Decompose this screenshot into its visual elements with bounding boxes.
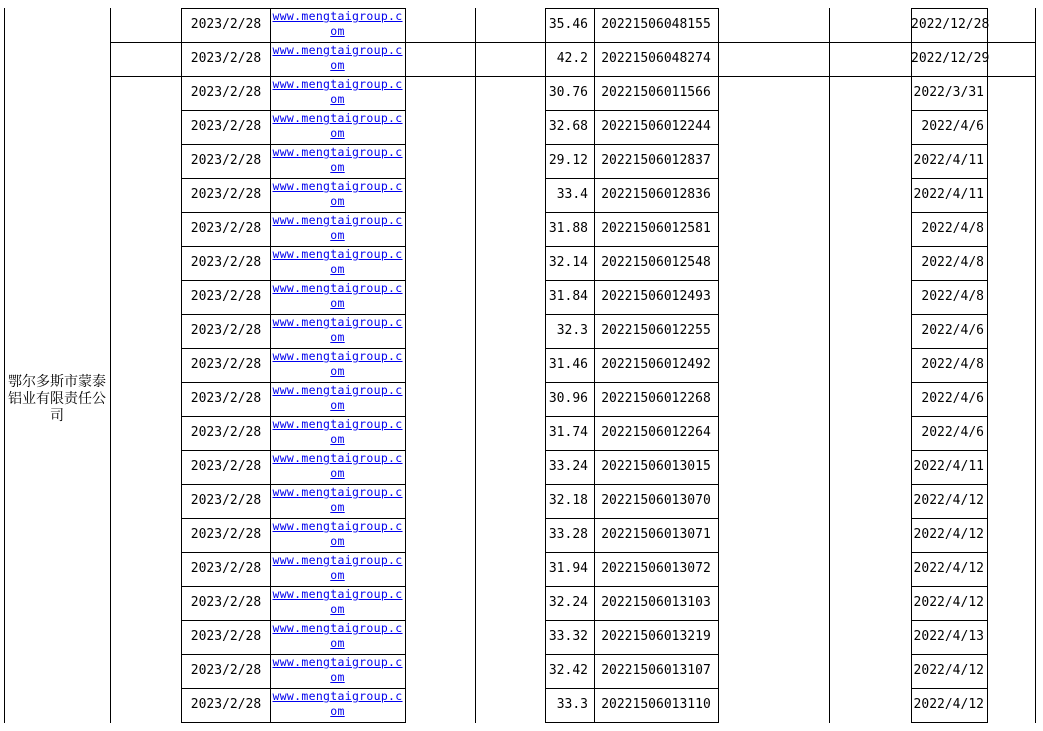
value-cell: 31.88 [548, 221, 588, 236]
report-date-cell: 2022/4/6 [921, 391, 984, 406]
report-date-cell: 2022/4/6 [921, 119, 984, 134]
column-border [1035, 8, 1036, 723]
row-border [545, 8, 718, 9]
website-link[interactable]: www.mengtaigroup.com [272, 111, 403, 140]
column-border [110, 8, 111, 723]
row-border [911, 518, 987, 519]
report-date-cell: 2022/12/28 [911, 17, 990, 32]
row-border [545, 382, 718, 383]
report-date-cell: 2022/4/6 [921, 425, 984, 440]
row-border [911, 348, 987, 349]
value-cell: 35.46 [548, 17, 588, 32]
report-number-cell: 20221506013015 [601, 459, 711, 474]
date-cell: 2023/2/28 [190, 697, 262, 712]
report-date-cell: 2022/4/6 [921, 323, 984, 338]
row-border [911, 484, 987, 485]
column-border [4, 8, 5, 723]
date-cell: 2023/2/28 [190, 629, 262, 644]
row-border [911, 212, 987, 213]
row-border [911, 552, 987, 553]
column-border [987, 8, 988, 723]
website-link[interactable]: www.mengtaigroup.com [272, 77, 403, 106]
column-border [405, 8, 406, 723]
report-date-cell: 2022/4/12 [913, 527, 984, 542]
row-border [545, 144, 718, 145]
date-cell: 2023/2/28 [190, 323, 262, 338]
website-link[interactable]: www.mengtaigroup.com [272, 349, 403, 378]
report-date-cell: 2022/4/11 [913, 153, 984, 168]
row-border [545, 280, 718, 281]
report-number-cell: 20221506013110 [601, 697, 711, 712]
value-cell: 29.12 [548, 153, 588, 168]
website-link[interactable]: www.mengtaigroup.com [272, 43, 403, 72]
row-border [911, 144, 987, 145]
report-number-cell: 20221506013070 [601, 493, 711, 508]
row-border [545, 654, 718, 655]
date-cell: 2023/2/28 [190, 119, 262, 134]
column-border [475, 8, 476, 723]
report-date-cell: 2022/12/29 [911, 51, 990, 66]
value-cell: 32.24 [548, 595, 588, 610]
report-number-cell: 20221506012492 [601, 357, 711, 372]
row-border [911, 620, 987, 621]
website-link[interactable]: www.mengtaigroup.com [272, 417, 403, 446]
website-link[interactable]: www.mengtaigroup.com [272, 621, 403, 650]
row-border [545, 484, 718, 485]
date-cell: 2023/2/28 [190, 17, 262, 32]
website-link[interactable]: www.mengtaigroup.com [272, 247, 403, 276]
row-border [545, 348, 718, 349]
row-border [911, 178, 987, 179]
website-link[interactable]: www.mengtaigroup.com [272, 485, 403, 514]
report-number-cell: 20221506012836 [601, 187, 711, 202]
column-border [829, 8, 830, 723]
report-number-cell: 20221506012548 [601, 255, 711, 270]
row-border-wide [110, 76, 1035, 77]
report-date-cell: 2022/4/8 [921, 289, 984, 304]
value-cell: 31.94 [548, 561, 588, 576]
report-number-cell: 20221506012264 [601, 425, 711, 440]
value-cell: 33.4 [556, 187, 588, 202]
report-number-cell: 20221506013071 [601, 527, 711, 542]
date-cell: 2023/2/28 [190, 221, 262, 236]
date-cell: 2023/2/28 [190, 289, 262, 304]
value-cell: 42.2 [556, 51, 588, 66]
website-link[interactable]: www.mengtaigroup.com [272, 213, 403, 242]
report-date-cell: 2022/4/12 [913, 697, 984, 712]
value-cell: 31.74 [548, 425, 588, 440]
website-link[interactable]: www.mengtaigroup.com [272, 179, 403, 208]
report-date-cell: 2022/4/11 [913, 187, 984, 202]
row-border [911, 280, 987, 281]
value-cell: 32.14 [548, 255, 588, 270]
row-border [911, 8, 987, 9]
value-cell: 33.3 [556, 697, 588, 712]
row-border [545, 722, 718, 723]
report-number-cell: 20221506012255 [601, 323, 711, 338]
row-border [545, 110, 718, 111]
date-cell: 2023/2/28 [190, 255, 262, 270]
report-date-cell: 2022/4/12 [913, 561, 984, 576]
website-link[interactable]: www.mengtaigroup.com [272, 553, 403, 582]
row-border [545, 552, 718, 553]
report-number-cell: 20221506013072 [601, 561, 711, 576]
website-link[interactable]: www.mengtaigroup.com [272, 315, 403, 344]
website-link[interactable]: www.mengtaigroup.com [272, 383, 403, 412]
date-cell: 2023/2/28 [190, 187, 262, 202]
website-link[interactable]: www.mengtaigroup.com [272, 145, 403, 174]
value-cell: 33.28 [548, 527, 588, 542]
value-cell: 32.3 [556, 323, 588, 338]
value-cell: 30.96 [548, 391, 588, 406]
report-number-cell: 20221506012837 [601, 153, 711, 168]
value-cell: 33.32 [548, 629, 588, 644]
row-border [545, 586, 718, 587]
website-link[interactable]: www.mengtaigroup.com [272, 519, 403, 548]
row-border [545, 688, 718, 689]
row-border [545, 518, 718, 519]
value-cell: 32.68 [548, 119, 588, 134]
report-number-cell: 20221506013107 [601, 663, 711, 678]
row-border [911, 688, 987, 689]
date-cell: 2023/2/28 [190, 527, 262, 542]
row-border [545, 178, 718, 179]
date-cell: 2023/2/28 [190, 595, 262, 610]
report-number-cell: 20221506012244 [601, 119, 711, 134]
value-cell: 33.24 [548, 459, 588, 474]
report-number-cell: 20221506012493 [601, 289, 711, 304]
value-cell: 31.84 [548, 289, 588, 304]
row-border [545, 416, 718, 417]
website-link[interactable]: www.mengtaigroup.com [272, 587, 403, 616]
row-border [545, 314, 718, 315]
report-date-cell: 2022/4/13 [913, 629, 984, 644]
report-date-cell: 2022/4/8 [921, 255, 984, 270]
row-border-wide [110, 42, 1035, 43]
date-cell: 2023/2/28 [190, 561, 262, 576]
row-border [181, 722, 405, 723]
row-border [911, 314, 987, 315]
report-date-cell: 2022/4/12 [913, 595, 984, 610]
value-cell: 32.18 [548, 493, 588, 508]
report-date-cell: 2022/4/11 [913, 459, 984, 474]
report-number-cell: 20221506011566 [601, 85, 711, 100]
value-cell: 32.42 [548, 663, 588, 678]
row-border [911, 382, 987, 383]
report-date-cell: 2022/4/8 [921, 357, 984, 372]
row-border [545, 212, 718, 213]
report-number-cell: 20221506013103 [601, 595, 711, 610]
date-cell: 2023/2/28 [190, 493, 262, 508]
report-date-cell: 2022/4/8 [921, 221, 984, 236]
date-cell: 2023/2/28 [190, 459, 262, 474]
report-date-cell: 2022/4/12 [913, 663, 984, 678]
report-number-cell: 20221506013219 [601, 629, 711, 644]
row-border [911, 586, 987, 587]
report-number-cell: 20221506012581 [601, 221, 711, 236]
website-link[interactable]: www.mengtaigroup.com [272, 655, 403, 684]
website-link[interactable]: www.mengtaigroup.com [272, 451, 403, 480]
website-link[interactable]: www.mengtaigroup.com [272, 281, 403, 310]
date-cell: 2023/2/28 [190, 153, 262, 168]
row-border [911, 722, 987, 723]
report-date-cell: 2022/4/12 [913, 493, 984, 508]
date-cell: 2023/2/28 [190, 663, 262, 678]
report-number-cell: 20221506048274 [601, 51, 711, 66]
row-border [545, 450, 718, 451]
row-border [911, 654, 987, 655]
column-border [718, 8, 719, 723]
row-border [545, 246, 718, 247]
value-cell: 30.76 [548, 85, 588, 100]
website-link[interactable]: www.mengtaigroup.com [272, 9, 403, 38]
website-link[interactable]: www.mengtaigroup.com [272, 689, 403, 718]
row-border [911, 416, 987, 417]
date-cell: 2023/2/28 [190, 391, 262, 406]
date-cell: 2023/2/28 [190, 425, 262, 440]
report-date-cell: 2022/3/31 [913, 85, 984, 100]
date-cell: 2023/2/28 [190, 51, 262, 66]
report-number-cell: 20221506012268 [601, 391, 711, 406]
row-border [911, 246, 987, 247]
row-border [911, 110, 987, 111]
value-cell: 31.46 [548, 357, 588, 372]
date-cell: 2023/2/28 [190, 357, 262, 372]
report-number-cell: 20221506048155 [601, 17, 711, 32]
date-cell: 2023/2/28 [190, 85, 262, 100]
row-border [545, 620, 718, 621]
row-border [911, 450, 987, 451]
company-name-cell: 鄂尔多斯市蒙泰铝业有限责任公司 [8, 374, 106, 424]
